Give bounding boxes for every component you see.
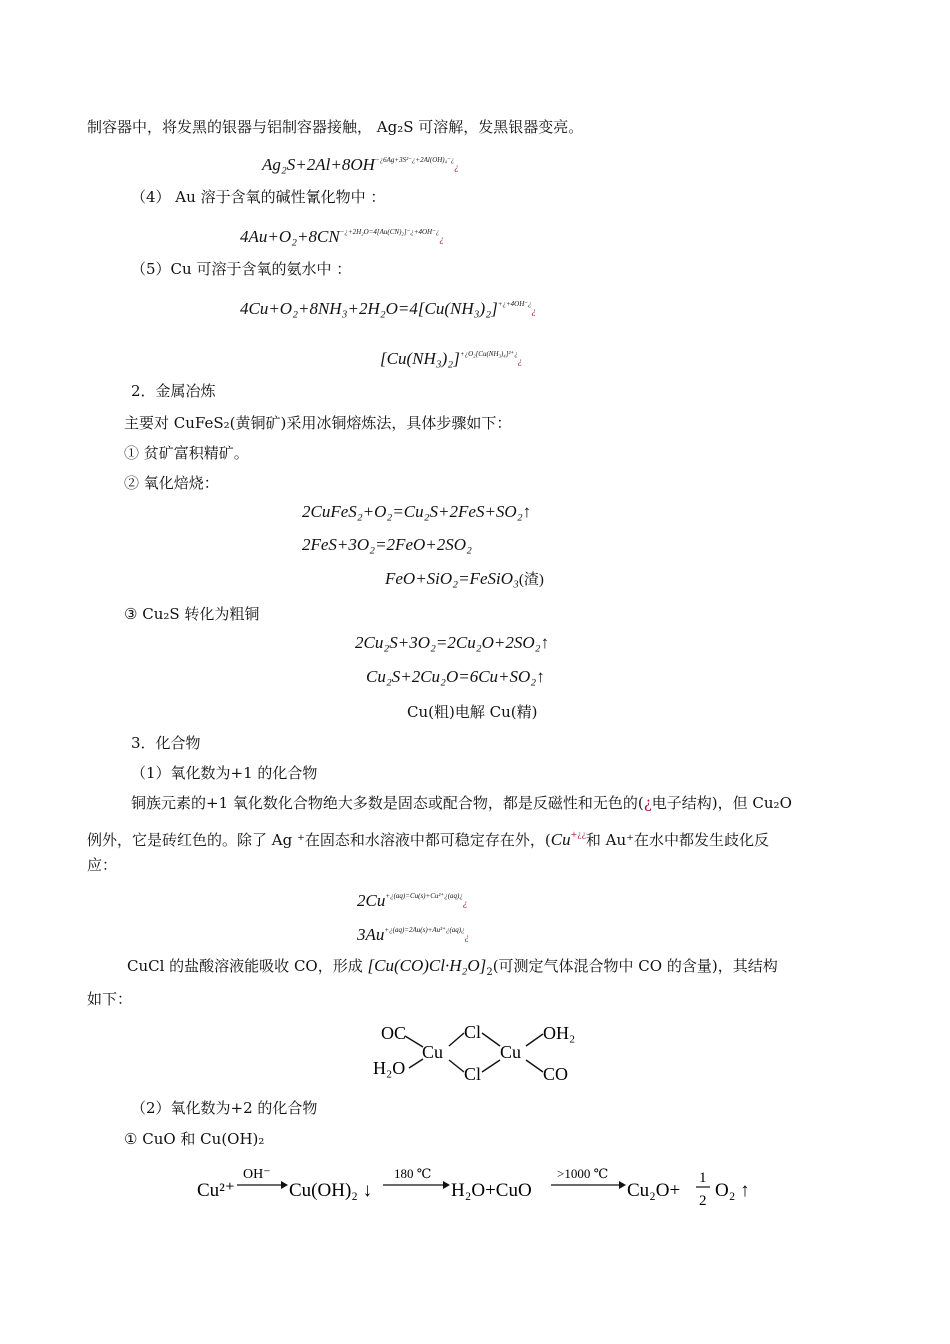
oc-label: OC: [381, 1023, 407, 1043]
oh2-label: OH₂: [543, 1023, 576, 1043]
slag-note: (渣): [518, 572, 544, 588]
subsection-1: （1）氧化数为+1 的化合物: [131, 764, 318, 782]
cucl-complex-formula: [Cu(CO)Cl·H₂O]: [367, 956, 487, 975]
subscript: 2: [486, 967, 493, 978]
bond: [482, 1060, 500, 1072]
paragraph-line-1: [131, 792, 792, 814]
cu-sup: +¿¿: [570, 830, 586, 839]
arrow-head: [443, 1181, 450, 1189]
intro-line: 制容器中，将发黑的银器与铝制容器接触， Ag₂S 可溶解，发黑银器变亮。: [87, 118, 584, 136]
equation-sup: −¿+2H₂O=4[Au(CN)₂]⁻¿+4OH⁻¿: [339, 228, 440, 236]
equation-tail: ¿: [464, 932, 470, 942]
text: CuCl 的盐酸溶液能吸收 CO，形成: [127, 957, 363, 975]
step-3: ③ Cu₂S 转化为粗铜: [124, 605, 260, 623]
paragraph-line-2: [87, 824, 769, 851]
convert-eq-2: Cu₂S+2Cu₂O=6Cu+SO₂↑: [366, 667, 545, 686]
section-2-title: 2．金属冶炼: [131, 382, 216, 400]
equation-tail: ¿: [439, 234, 444, 244]
equation-tail: ¿: [531, 306, 536, 316]
equation-sup: +¿(aq)=Cu(s)+Cu²⁺¿(aq)¿: [385, 892, 463, 900]
bond: [449, 1033, 464, 1046]
temp-1000: >1000 ℃: [557, 1166, 609, 1181]
fraction-numerator: 1: [699, 1170, 707, 1186]
equation-au: [240, 220, 444, 251]
section-3-title: 3．化合物: [131, 734, 201, 752]
item-cuo: ① CuO 和 Cu(OH)₂: [124, 1130, 265, 1148]
bond: [405, 1036, 423, 1047]
fraction-denominator: 2: [699, 1193, 707, 1209]
paragraph-line-3: 应：: [87, 856, 118, 874]
text: (可测定气体混合物中 CO 的含量)，其结构: [492, 957, 778, 975]
equation-sup: +¿O₂[Cu(NH₃)₄]²⁺¿: [459, 350, 518, 358]
bond: [449, 1060, 464, 1072]
equation-main: 4Cu+O₂+8NH₃+2H₂O=4[Cu(NH₃)₂]: [240, 299, 498, 318]
bond: [482, 1033, 500, 1046]
text: 例外，它是砖红色的。除了 Ag ⁺在固态和水溶液中都可稳定存在外，(: [87, 831, 551, 849]
bond: [409, 1059, 423, 1068]
equation-main: 3Au: [357, 925, 385, 944]
cucl-paragraph-line-2: 如下：: [87, 990, 133, 1008]
co-label: CO: [543, 1064, 569, 1084]
bond: [526, 1060, 543, 1072]
equation-main: [Cu(NH₃)₂]: [380, 349, 460, 368]
cu-atom-right: Cu: [500, 1042, 522, 1062]
eq-au-disproportionation: [357, 918, 469, 949]
equation-tail: ¿: [454, 162, 459, 172]
oh-reagent: OH⁻: [243, 1167, 271, 1182]
item-4: （4） Au 溶于含氧的碱性氰化物中 ：: [131, 188, 386, 206]
cucl-paragraph-line-1: [127, 955, 778, 984]
equation-sup: −¿6Ag+3S²⁻¿+2Al(OH)₄⁻¿: [374, 156, 455, 164]
bond: [526, 1034, 543, 1046]
equation-sup: +¿(aq)=2Au(s)+Au³⁺¿(aq)¿: [384, 926, 465, 934]
equation-ag2s: [262, 148, 459, 179]
equation-tail: ¿: [517, 356, 523, 366]
equation-main: 2Cu: [357, 891, 386, 910]
subsection-2: （2）氧化数为+2 的化合物: [131, 1099, 318, 1117]
arrow-head: [281, 1181, 288, 1189]
equation-main: Ag₂S+2Al+8OH: [262, 155, 375, 174]
cl-bottom: Cl: [464, 1064, 482, 1084]
cu-oh-2: Cu(OH)₂ ↓: [289, 1180, 373, 1201]
text: 电子结构)，但 Cu₂O: [651, 794, 792, 812]
cu2plus: Cu²⁺: [197, 1180, 235, 1201]
equation-tail: ¿: [462, 898, 468, 908]
h2o-label: H₂O: [373, 1058, 406, 1078]
equation-main: FeO+SiO₂=FeSiO₃: [385, 569, 519, 588]
equation-cu-ammonia: [240, 292, 536, 323]
product-h2o-cuo: H₂O+CuO: [451, 1180, 532, 1201]
cl-top: Cl: [464, 1022, 482, 1042]
step-1: ① 贫矿富积精矿。: [124, 444, 249, 462]
equation-sup: +¿+4OH⁻¿: [497, 300, 532, 308]
cu-symbol: Cu: [550, 830, 571, 849]
temp-180: 180 ℃: [394, 1166, 432, 1181]
convert-eq-3: Cu(粗)电解 Cu(精): [407, 703, 538, 721]
cu-atom-left: Cu: [422, 1042, 444, 1062]
mark: ¿: [643, 794, 652, 812]
equation-main: 4Au+O₂+8CN: [240, 227, 340, 246]
text: 铜族元素的+1 氧化数化合物绝大多数是固态或配合物，都是反磁性和无色的(: [131, 794, 644, 812]
step-2: ② 氧化焙烧：: [124, 474, 219, 492]
equation-cu-complex: [380, 342, 522, 373]
text: 和 Au⁺在水中都发生歧化反: [585, 831, 770, 849]
o2-product: O₂ ↑: [715, 1180, 750, 1201]
roast-eq-1: 2CuFeS₂+O₂=Cu₂S+2FeS+SO₂↑: [302, 502, 532, 521]
cu-complex-structure: [365, 1016, 585, 1088]
product-cu2o: Cu₂O+: [627, 1180, 681, 1201]
roast-eq-3: [385, 567, 544, 592]
arrow-head: [619, 1181, 626, 1189]
item-5: （5）Cu 可溶于含氧的氨水中 ：: [131, 260, 352, 278]
eq-cu-disproportionation: [357, 884, 467, 915]
section-2-desc: 主要对 CuFeS₂(黄铜矿)采用冰铜熔炼法，具体步骤如下：: [124, 414, 512, 432]
thermal-decomposition-reaction: [195, 1160, 775, 1212]
convert-eq-1: 2Cu₂S+3O₂=2Cu₂O+2SO₂↑: [355, 633, 550, 652]
roast-eq-2: 2FeS+3O₂=2FeO+2SO₂: [302, 535, 472, 554]
